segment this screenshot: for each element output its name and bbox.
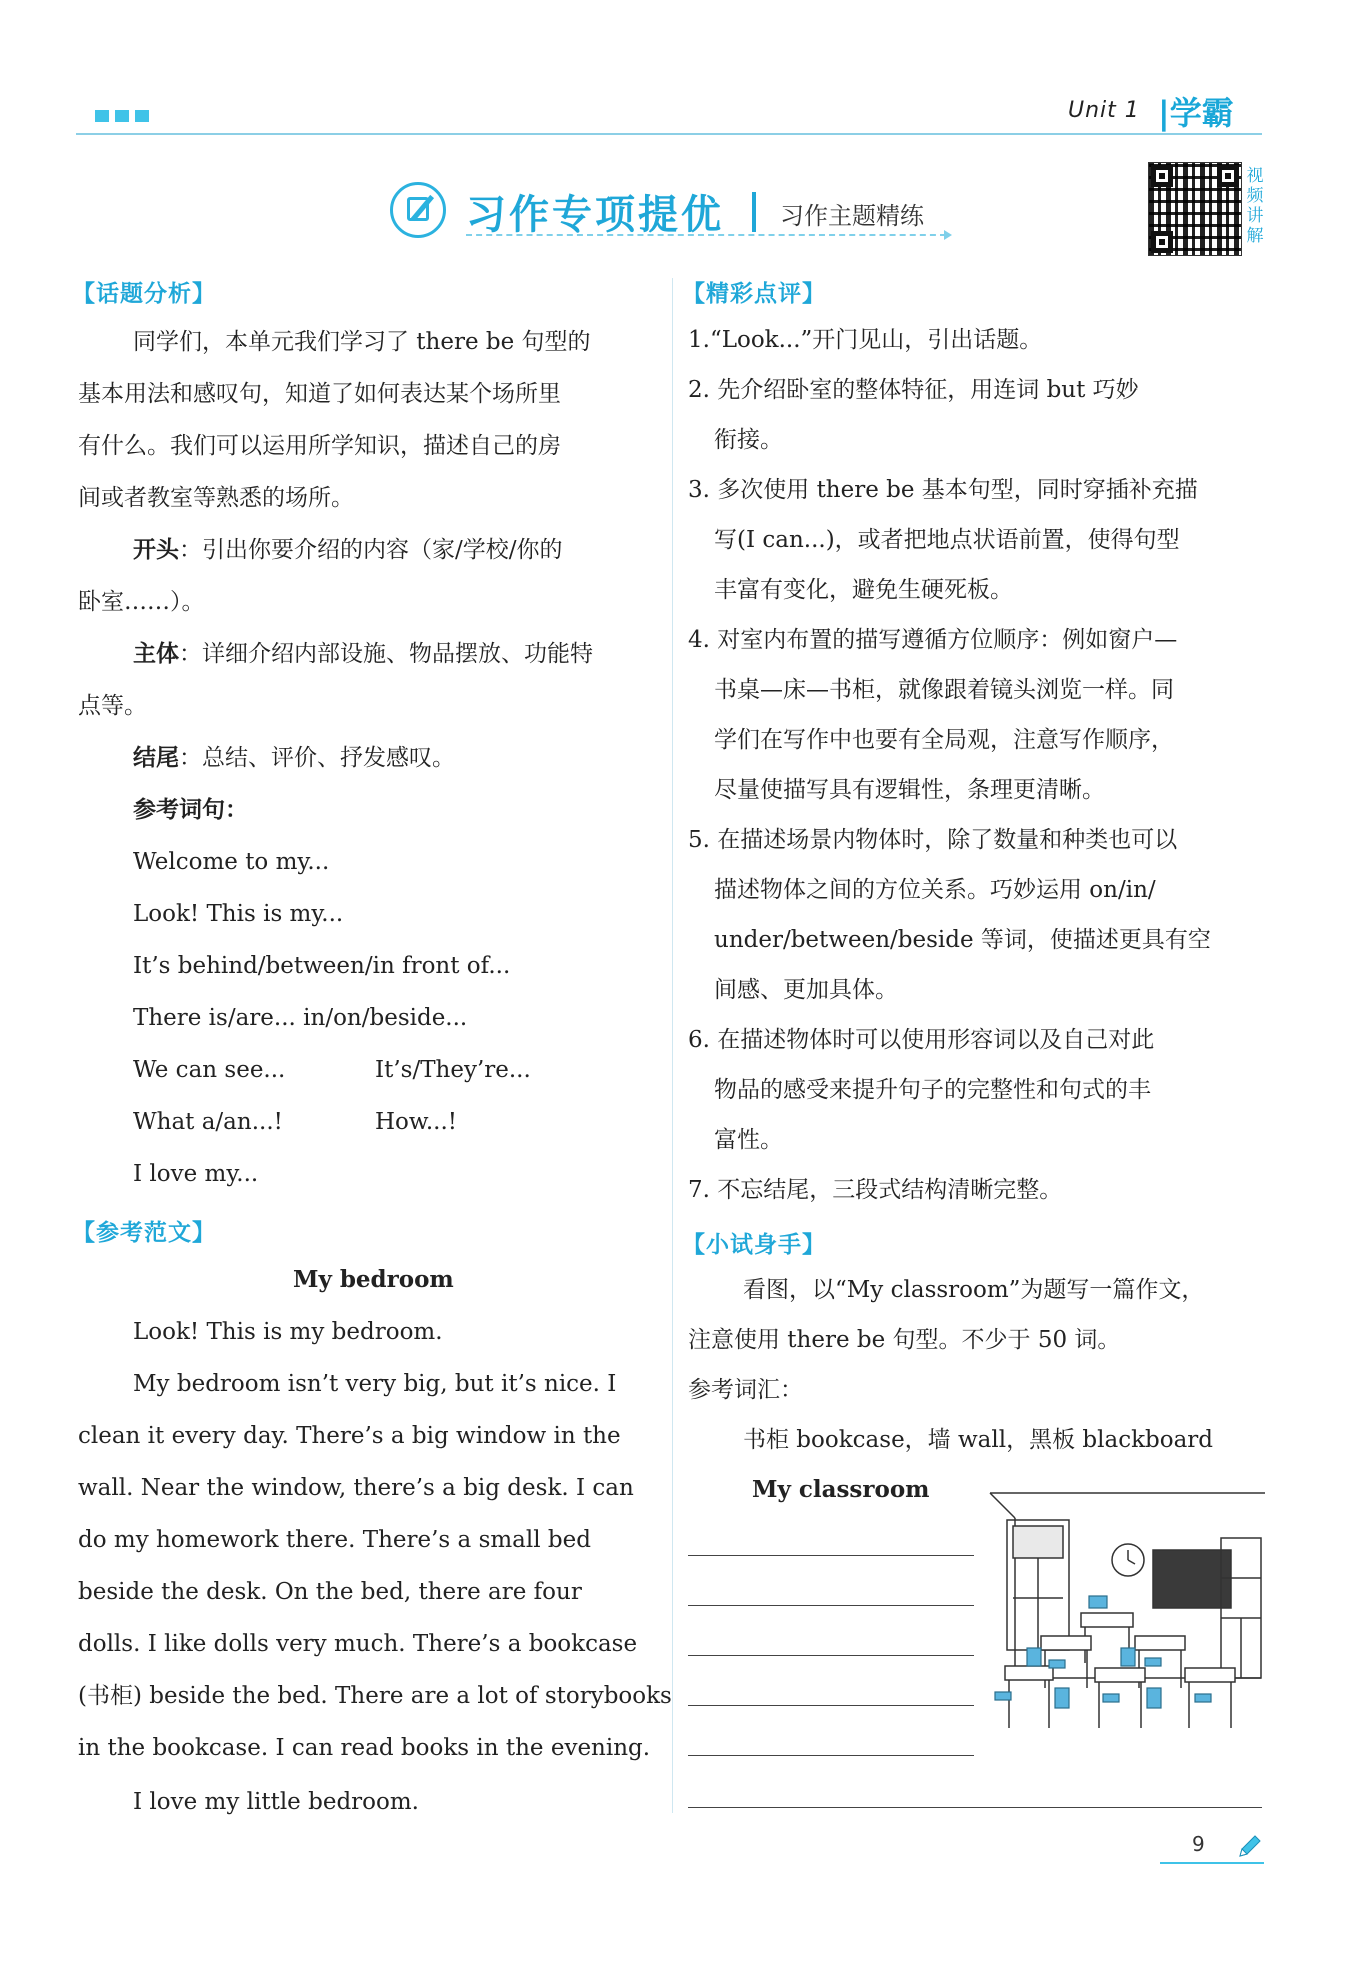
opening-line bbox=[133, 524, 563, 576]
phrase: How...! bbox=[375, 1109, 458, 1135]
pencil-icon bbox=[1236, 1834, 1262, 1860]
header-divider bbox=[76, 133, 1262, 135]
intro-line: 同学们，本单元我们学习了 there be 句型的 bbox=[133, 329, 591, 355]
writing-title: My classroom bbox=[752, 1476, 930, 1503]
comment-line: 1.“Look...”开门见山，引出话题。 bbox=[688, 327, 1043, 353]
qr-label-char: 视 bbox=[1246, 166, 1264, 186]
comment-line: 5. 在描述场景内物体时，除了数量和种类也可以 bbox=[688, 827, 1178, 853]
comment-line: 物品的感受来提升句子的完整性和句式的丰 bbox=[714, 1077, 1151, 1103]
vocab-list: 书柜 bookcase，墙 wall，黑板 blackboard bbox=[743, 1427, 1214, 1453]
comment-line: 7. 不忘结尾，三段式结构清晰完整。 bbox=[688, 1177, 1063, 1203]
essay-line: clean it every day. There’s a big window in the bbox=[78, 1423, 621, 1449]
comment-line: 6. 在描述物体时可以使用形容词以及自己对此 bbox=[688, 1027, 1155, 1053]
phrase: What a/an...! bbox=[133, 1109, 283, 1135]
intro-line: 基本用法和感叹句，知道了如何表达某个场所里 bbox=[78, 381, 561, 407]
header-decoration bbox=[95, 110, 149, 122]
essay-line: do my homework there. There’s a small bed bbox=[78, 1527, 591, 1553]
phrase: I love my... bbox=[133, 1161, 259, 1187]
essay-line: wall. Near the window, there’s a big desk. I can bbox=[78, 1475, 634, 1501]
phrase: There is/are... in/on/beside... bbox=[133, 1005, 468, 1031]
opening-label: 开头 bbox=[133, 537, 179, 563]
comment-line: 尽量使描写具有逻辑性，条理更清晰。 bbox=[714, 777, 1105, 803]
essay-title: My bedroom bbox=[293, 1266, 454, 1293]
body-line-2: 点等。 bbox=[78, 693, 147, 719]
qr-label-char: 解 bbox=[1246, 226, 1264, 246]
title-underline bbox=[466, 234, 946, 236]
qr-label-char: 讲 bbox=[1246, 206, 1264, 226]
comment-line: 描述物体之间的方位关系。巧妙运用 on/in/ bbox=[714, 877, 1156, 903]
qr-label bbox=[1244, 166, 1266, 246]
reference-phrases-label: 参考词句： bbox=[133, 797, 248, 823]
comment-line: under/between/beside 等词，使描述更具有空 bbox=[714, 927, 1211, 953]
intro-line: 有什么。我们可以运用所学知识，描述自己的房 bbox=[78, 433, 561, 459]
comment-line: 书桌—床—书柜，就像跟着镜头浏览一样。同 bbox=[714, 677, 1174, 703]
ending-label: 结尾 bbox=[133, 745, 179, 771]
phrase: Welcome to my... bbox=[133, 849, 330, 875]
page-number: 9 bbox=[1192, 1832, 1205, 1856]
comments-heading: 【精彩点评】 bbox=[682, 281, 826, 307]
body-line bbox=[133, 628, 593, 680]
phrase: Look! This is my... bbox=[133, 901, 344, 927]
essay-line: beside the desk. On the bed, there are four bbox=[78, 1579, 582, 1605]
opening-line-2: 卧室……）。 bbox=[78, 589, 205, 615]
body-label: 主体 bbox=[133, 641, 179, 667]
comment-line: 学们在写作中也要有全局观，注意写作顺序， bbox=[714, 727, 1174, 753]
writing-line[interactable] bbox=[688, 1605, 974, 1606]
comment-line: 富性。 bbox=[714, 1127, 783, 1153]
sample-essay-heading: 【参考范文】 bbox=[72, 1220, 216, 1246]
writing-line[interactable] bbox=[688, 1807, 1262, 1808]
essay-line: dolls. I like dolls very much. There’s a bookcase bbox=[78, 1631, 638, 1657]
unit-label: Unit 1 bbox=[1068, 98, 1140, 123]
essay-line: Look! This is my bedroom. bbox=[133, 1319, 443, 1345]
comment-line: 3. 多次使用 there be 基本句型，同时穿插补充描 bbox=[688, 477, 1198, 503]
intro-line: 间或者教室等熟悉的场所。 bbox=[78, 485, 354, 511]
comment-line: 间感、更加具体。 bbox=[714, 977, 898, 1003]
column-divider bbox=[672, 278, 673, 1813]
classroom-illustration bbox=[985, 1488, 1265, 1738]
ending-text: ：总结、评价、抒发感叹。 bbox=[179, 745, 455, 771]
brand-logo: |学霸 bbox=[1158, 94, 1234, 132]
footer-line bbox=[1160, 1862, 1264, 1864]
task-line: 看图，以“My classroom”为题写一篇作文， bbox=[743, 1277, 1205, 1303]
qr-code[interactable] bbox=[1148, 162, 1242, 256]
practice-heading: 【小试身手】 bbox=[682, 1232, 826, 1258]
phrase: We can see... bbox=[133, 1057, 286, 1083]
comment-line: 4. 对室内布置的描写遵循方位顺序：例如窗户— bbox=[688, 627, 1178, 653]
page-subtitle: 习作主题精练 bbox=[780, 202, 924, 230]
comment-line: 丰富有变化，避免生硬死板。 bbox=[714, 577, 1013, 603]
vocab-label: 参考词汇： bbox=[688, 1377, 803, 1403]
pencil-note-icon bbox=[390, 182, 446, 238]
writing-line[interactable] bbox=[688, 1705, 974, 1706]
writing-line[interactable] bbox=[688, 1655, 974, 1656]
task-line: 注意使用 there be 句型。不少于 50 词。 bbox=[688, 1327, 1121, 1353]
comment-line: 衔接。 bbox=[714, 427, 783, 453]
qr-label-char: 频 bbox=[1246, 186, 1264, 206]
topic-analysis-heading: 【话题分析】 bbox=[72, 281, 216, 307]
title-separator bbox=[752, 192, 756, 232]
ending-line bbox=[133, 732, 455, 784]
essay-line: (书柜) beside the bed. There are a lot of storybooks bbox=[78, 1683, 672, 1709]
essay-line: in the bookcase. I can read books in the evening. bbox=[78, 1735, 651, 1761]
essay-line: I love my little bedroom. bbox=[133, 1789, 419, 1815]
phrase: It’s behind/between/in front of... bbox=[133, 953, 511, 979]
comment-line: 写(I can...)，或者把地点状语前置，使得句型 bbox=[714, 527, 1180, 553]
phrase: It’s/They’re... bbox=[375, 1057, 531, 1083]
body-text: ：详细介绍内部设施、物品摆放、功能特 bbox=[179, 641, 593, 667]
comment-line: 2. 先介绍卧室的整体特征，用连词 but 巧妙 bbox=[688, 377, 1139, 403]
writing-line[interactable] bbox=[688, 1555, 974, 1556]
page-title: 习作专项提优 bbox=[466, 192, 724, 238]
opening-text: ：引出你要介绍的内容（家/学校/你的 bbox=[179, 537, 563, 563]
writing-line[interactable] bbox=[688, 1755, 974, 1756]
essay-line: My bedroom isn’t very big, but it’s nice. I bbox=[133, 1371, 617, 1397]
